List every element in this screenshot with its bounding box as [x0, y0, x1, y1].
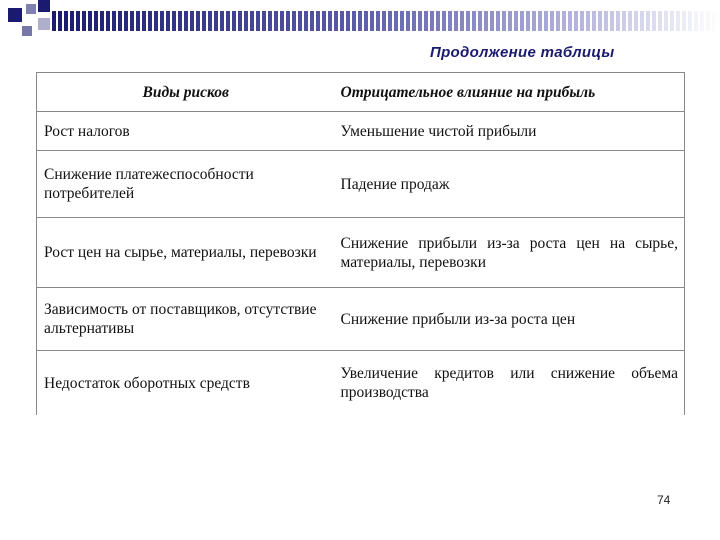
risk-cell: Недостаток оборотных средств	[37, 351, 334, 416]
column-header-risk-types: Виды рисков	[37, 73, 334, 112]
risk-cell: Снижение платежеспособности потребителей	[37, 151, 334, 218]
effect-cell: Снижение прибыли из-за роста цен на сырье, материалы, перевозки	[334, 218, 685, 288]
header-decoration	[0, 0, 720, 42]
decor-square	[22, 26, 32, 36]
table-row	[37, 288, 685, 351]
column-header-negative-impact: Отрицательное влияние на прибыль	[334, 73, 685, 112]
page-number: 74	[657, 493, 671, 507]
table-row	[37, 112, 685, 151]
decor-square	[26, 4, 36, 14]
effect-cell: Снижение прибыли из-за роста цен	[334, 288, 685, 351]
decor-square	[8, 8, 22, 22]
risk-cell: Зависимость от поставщиков, отсутствие альтернативы	[37, 288, 334, 351]
table-row	[37, 351, 685, 416]
header-stripes	[52, 11, 720, 31]
effect-cell: Падение продаж	[334, 151, 685, 218]
risk-cell: Рост цен на сырье, материалы, перевозки	[37, 218, 334, 288]
risk-table	[36, 72, 685, 415]
risk-cell: Рост налогов	[37, 112, 334, 151]
decor-square	[38, 0, 50, 12]
effect-cell: Уменьшение чистой прибыли	[334, 112, 685, 151]
decor-square	[38, 18, 50, 30]
table-header-row	[37, 73, 685, 112]
table-row	[37, 151, 685, 218]
slide-subtitle: Продолжение таблицы	[430, 44, 615, 61]
effect-cell: Увеличение кредитов или снижение объема производства	[334, 351, 685, 416]
table-row	[37, 218, 685, 288]
